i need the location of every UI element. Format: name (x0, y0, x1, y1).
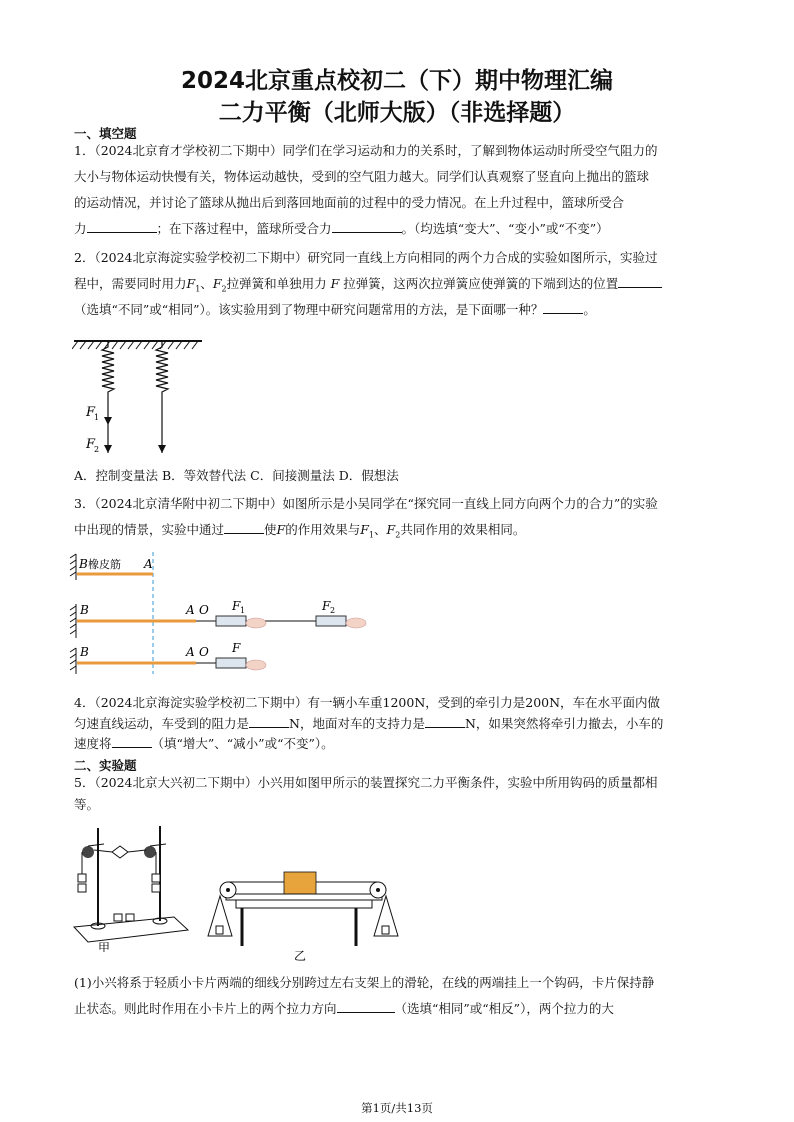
svg-text:F: F (232, 599, 241, 613)
answer-blank[interactable] (425, 716, 465, 728)
q2-options: A．控制变量法 B．等效替代法 C．间接测量法 D．假想法 (74, 468, 399, 483)
figure-label-yi: 乙 (294, 949, 307, 962)
svg-text:1: 1 (240, 606, 246, 615)
q3-line1: 3．（2024北京清华附中初二下期中）如图所示是小吴同学在“探究同一直线上同方向两个力的合力”的实验 (74, 496, 658, 511)
svg-text:2: 2 (94, 445, 100, 454)
q5-part1-line1: (1)小兴将系于轻质小卡片两端的细线分别跨过左右支架上的滑轮，在线的两端挂上一个钩码，卡片保持静 (74, 975, 655, 990)
answer-blank[interactable] (249, 716, 289, 728)
section-heading-fill: 一、填空题 (74, 126, 137, 141)
svg-text:O: O (199, 645, 209, 659)
section-heading-experiment: 二、实验题 (74, 758, 137, 773)
svg-text:2: 2 (330, 606, 336, 615)
q3-line2: 中出现的情景，实验中通过 使F的作用效果与$F_1$、$F_2$共同作用的效果相同。 (74, 522, 526, 540)
svg-text:F: F (232, 641, 241, 655)
answer-blank[interactable] (224, 522, 264, 534)
answer-blank[interactable] (332, 221, 402, 233)
q5-line1: 5．（2024北京大兴初二下期中）小兴用如图甲所示的装置探究二力平衡条件，实验中所用钩码的质量都相 (74, 775, 658, 790)
apparatus-yi-diagram (206, 866, 406, 962)
svg-text:A: A (186, 645, 195, 659)
q5-part1-line2: 止状态。则此时作用在小卡片上的两个拉力方向 （选填“相同”或“相反”），两个拉力的大 (74, 1001, 614, 1016)
q1-line2: 大小与物体运动快慢有关，物体运动越快，受到的空气阻力越大。同学们认真观察了竖直向上抛出的篮球 (74, 169, 650, 184)
q1-line4: 力 ；在下落过程中，篮球所受合力 。（均选填“变大”、“变小”或“不变”） (74, 221, 609, 236)
svg-text:O: O (199, 603, 209, 617)
answer-blank[interactable] (543, 302, 583, 314)
answer-blank[interactable] (337, 1001, 395, 1013)
symbol-f: F (186, 276, 196, 291)
answer-blank[interactable] (618, 276, 662, 288)
page-number: 第1页/共13页 (361, 1101, 433, 1115)
svg-text:F: F (322, 599, 331, 613)
apparatus-jia-diagram (70, 822, 194, 952)
svg-text:B: B (80, 645, 89, 659)
spring-diagram (72, 335, 222, 460)
label-f1: F (86, 405, 96, 420)
q2-line2: 程中，需要同时用力$F_1$、$F_2$拉弹簧和单独用力 F 拉弹簧，这两次拉弹簧应使弹簧的下端到达的位置 (74, 276, 662, 298)
q4-line2: 匀速直线运动，车受到的阻力是 N，地面对车的支持力是 N，如果突然将牵引力撤去，小车的 (74, 716, 664, 731)
rubber-band-label: 橡皮筋 (88, 558, 121, 571)
svg-text:A: A (144, 557, 153, 571)
svg-text:B: B (79, 557, 88, 571)
page-title: 2024北京重点校初二（下）期中物理汇编 (180, 68, 613, 94)
svg-text:B: B (80, 603, 89, 617)
page-subtitle: 二力平衡（北师大版）（非选择题） (218, 100, 576, 126)
rubber-band-diagram (66, 552, 376, 674)
q4-line1: 4．（2024北京海淀实验学校初二下期中）有一辆小车重1200N，受到的牵引力是200N，车在水平面内做 (74, 695, 661, 710)
q5-line2: 等。 (74, 797, 100, 812)
label-f2: F (86, 437, 96, 452)
q1-line3: 的运动情况，并讨论了篮球从抛出后到落回地面前的过程中的受力情况。在上升过程中，篮球所受合 (74, 195, 625, 210)
svg-text:1: 1 (94, 413, 100, 422)
q1-line1: 1．（2024北京育才学校初二下期中）同学们在学习运动和力的关系时，了解到物体运动时所受空气阻力的 (74, 143, 658, 158)
q2-line3: （选填“不同”或“相同”）。该实验用到了物理中研究问题常用的方法，是下面哪一种？ 。 (74, 302, 596, 317)
svg-text:A: A (186, 603, 195, 617)
q2-line1: 2．（2024北京海淀实验学校初二下期中）研究同一直线上方向相同的两个力合成的实验如图所示，实验过 (74, 250, 658, 265)
q4-line3: 速度将 （填“增大”、“减小”或“不变”）。 (74, 736, 334, 751)
figure-label-jia: 甲 (98, 941, 111, 952)
answer-blank[interactable] (112, 736, 152, 748)
answer-blank[interactable] (87, 221, 157, 233)
